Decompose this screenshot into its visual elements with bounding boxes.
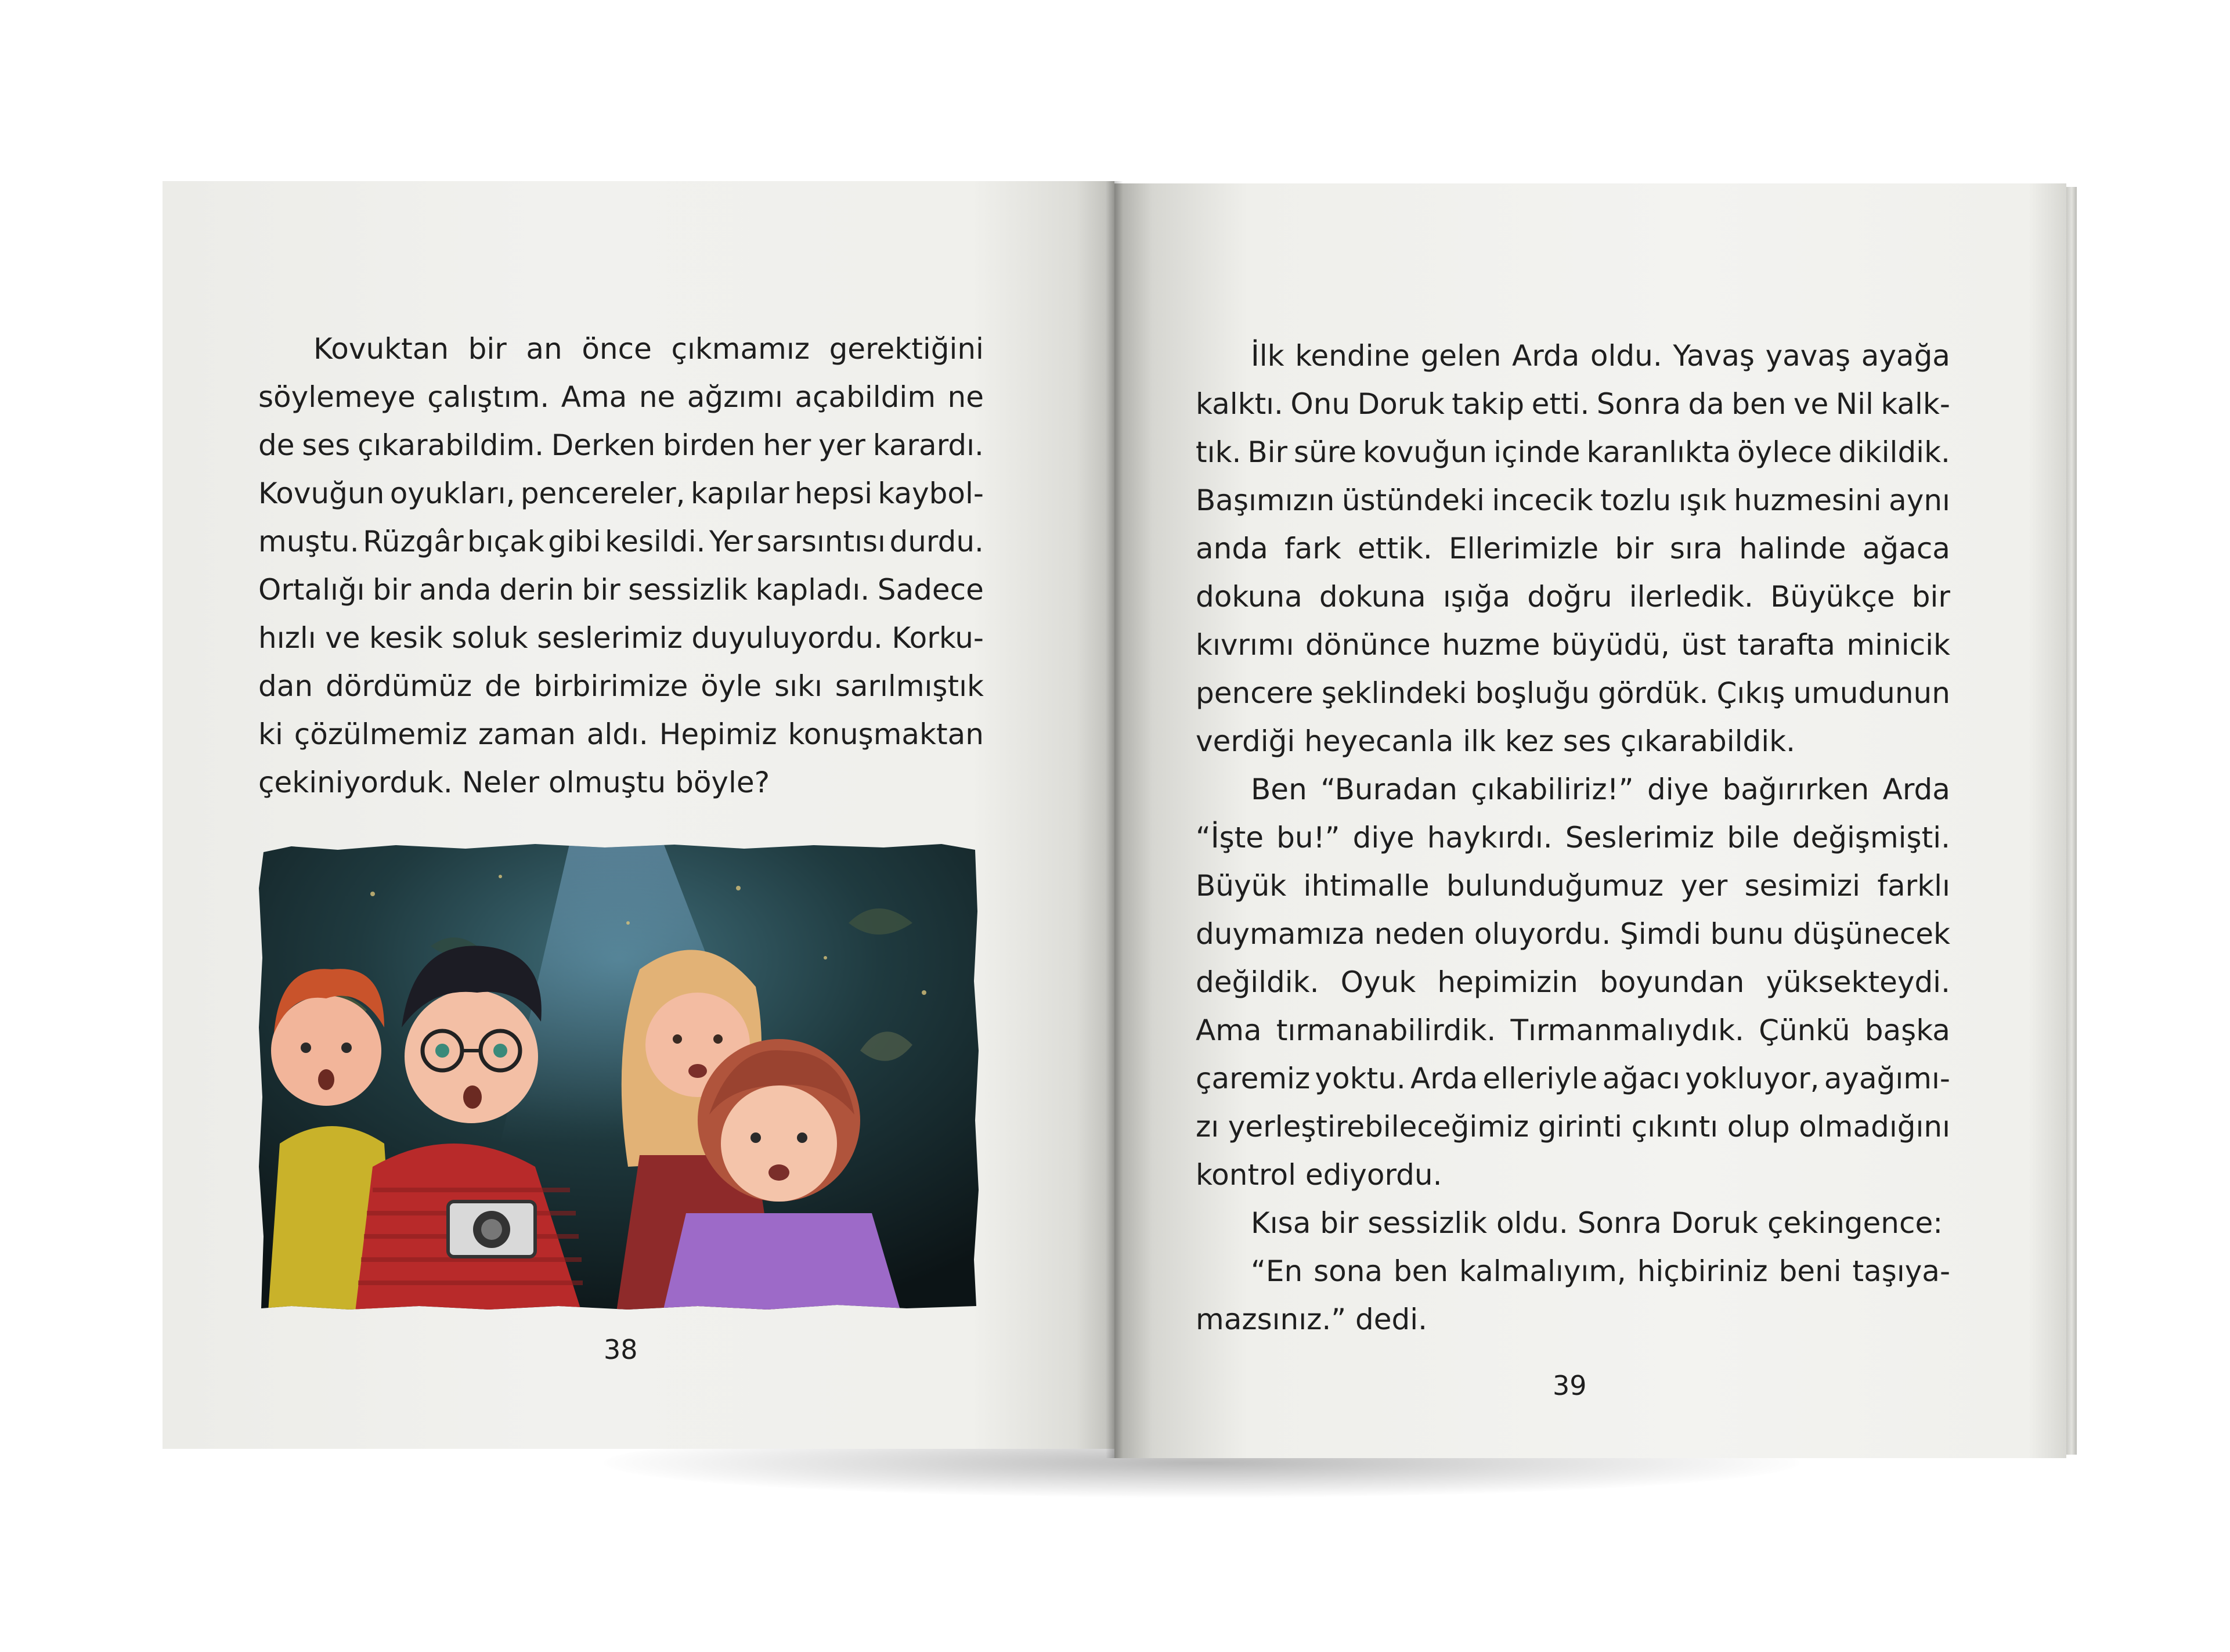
text-line: Kovuğun oyukları, pencereler, kapılar hepsi kaybol- xyxy=(258,477,984,510)
text-line: İlk kendine gelen Arda oldu. Yavaş yavaş ayağa xyxy=(1251,339,1950,373)
text-line: dokuna dokuna ışığa doğru ilerledik. Büyükçe bir xyxy=(1196,580,1950,614)
book-spine xyxy=(1106,181,1123,1458)
text-line: ki çözülmemiz zaman aldı. Hepimiz konuşmaktan xyxy=(258,717,984,751)
text-line: verdiği heyecanla ilk kez ses çıkarabildik. xyxy=(1196,724,1795,758)
page-number-left: 38 xyxy=(604,1334,638,1365)
page-number-right: 39 xyxy=(1553,1370,1587,1401)
text-line: çaremiz yoktu. Arda elleriyle ağacı yokluyor, ayağımı- xyxy=(1196,1062,1950,1095)
text-line: zı yerleştirebileceğimiz girinti çıkıntı olup olmadığını xyxy=(1196,1110,1950,1144)
text-line: kıvrımı dönünce huzme büyüdü, üst tarafta minicik xyxy=(1196,628,1950,662)
text-line: Büyük ihtimalle bulunduğumuz yer sesimizi farklı xyxy=(1196,869,1950,903)
text-line: dan dördümüz de birbirimize öyle sıkı sarılmıştık xyxy=(258,669,984,703)
text-line: pencere şeklindeki boşluğu gördük. Çıkış umudunun xyxy=(1196,676,1950,710)
page-edge xyxy=(2066,187,2077,1455)
text-line: mazsınız.” dedi. xyxy=(1196,1303,1428,1336)
story-illustration xyxy=(257,842,981,1312)
text-line: kalktı. Onu Doruk takip etti. Sonra da ben ve Nil kalk- xyxy=(1196,387,1950,421)
text-line: kontrol ediyordu. xyxy=(1196,1158,1442,1192)
text-line: Ama tırmanabilirdik. Tırmanmalıydık. Çünkü başka xyxy=(1196,1013,1950,1047)
text-line: söylemeye çalıştım. Ama ne ağzımı açabildim ne xyxy=(258,380,984,414)
text-line: Kısa bir sessizlik oldu. Sonra Doruk çekingence: xyxy=(1251,1206,1943,1240)
text-line: anda fark ettik. Ellerimizle bir sıra halinde ağaca xyxy=(1196,532,1950,565)
text-line: de ses çıkarabildim. Derken birden her yer karardı. xyxy=(258,428,984,462)
text-line: muştu. Rüzgâr bıçak gibi kesildi. Yer sarsıntısı durdu. xyxy=(258,525,984,558)
text-line: duymamıza neden oluyordu. Şimdi bunu düşünecek xyxy=(1196,917,1950,951)
text-line: Ortalığı bir anda derin bir sessizlik kapladı. Sadece xyxy=(258,573,984,607)
text-line: Kovuktan bir an önce çıkmamız gerektiğini xyxy=(313,332,984,366)
text-line: “En sona ben kalmalıyım, hiçbiriniz beni taşıya- xyxy=(1251,1254,1950,1288)
text-line: Başımızın üstündeki incecik tozlu ışık huzmesini aynı xyxy=(1196,484,1950,517)
children-in-tree-hollow-image xyxy=(257,842,981,1312)
left-page-text xyxy=(258,325,984,807)
text-line: tık. Bir süre kovuğun içinde karanlıkta öylece dikildik. xyxy=(1196,435,1950,469)
text-line: değildik. Oyuk hepimizin boyundan yüksekteydi. xyxy=(1196,965,1950,999)
right-page-text xyxy=(1196,332,1950,1344)
text-line: hızlı ve kesik soluk seslerimiz duyuluyordu. Korku- xyxy=(258,621,984,655)
text-line: Ben “Buradan çıkabiliriz!” diye bağırırken Arda xyxy=(1251,773,1950,806)
text-line: çekiniyorduk. Neler olmuştu böyle? xyxy=(258,766,770,799)
text-line: “İşte bu!” diye haykırdı. Seslerimiz bile değişmişti. xyxy=(1196,821,1950,854)
